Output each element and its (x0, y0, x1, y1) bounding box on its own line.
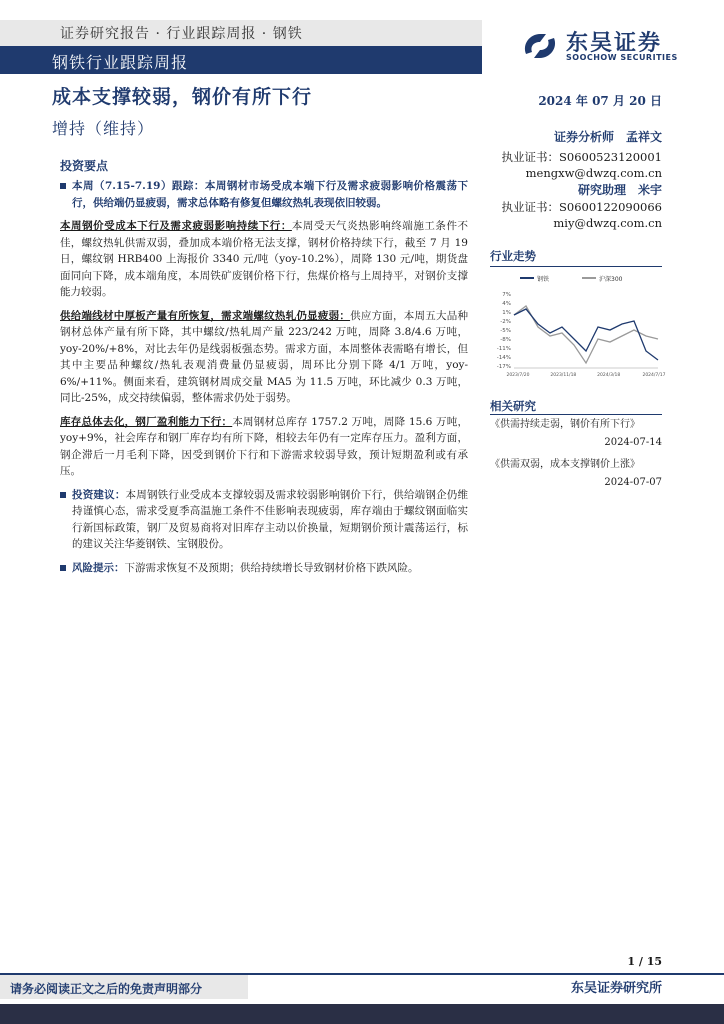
paragraph-supply-heading: 供给端线材中厚板产量有所恢复，需求端螺纹热轧仍显疲弱： (60, 309, 351, 322)
section-title: 投资要点 (60, 159, 109, 173)
risk-paragraph (60, 560, 468, 577)
paragraph-inventory-heading: 库存总体去化，钢厂盈利能力下行： (60, 415, 233, 428)
analyst-1-role: 证券分析师 孟祥文 (553, 130, 662, 144)
related-item-date: 2024-07-07 (604, 477, 662, 488)
report-date: 2024 年 07 月 20 日 (538, 94, 662, 108)
advice-text: 本周钢铁行业受成本支撑较弱及需求较弱影响钢价下行，供给端钢企仍维持谨慎心态，需求受夏季高温施工条件不佳影响表现疲弱，库存端由于螺纹钢面临实行新国标政策，钢厂及贸易商将对旧库存主动以价换量，短期钢价预计震荡运行，标的建议关注华菱钢铁、宝钢股份。 (72, 488, 469, 550)
institute-name: 东吴证券研究所 (570, 981, 662, 996)
advice-paragraph (60, 487, 468, 553)
paragraph-inventory (60, 414, 468, 480)
report-title: 成本支撑较弱，钢价有所下行 (52, 86, 313, 108)
trend-chart (484, 270, 666, 382)
rating: 增持（维持） (52, 119, 155, 138)
x-tick-label: 2023/7/20 (506, 373, 530, 378)
x-tick-label: 2024/7/17 (642, 373, 666, 378)
steel-series-line (514, 309, 658, 360)
related-item-title[interactable]: 《供需双弱，成本支撑钢价上涨》 (490, 459, 640, 470)
main-body (60, 178, 468, 583)
trend-divider (490, 266, 662, 267)
lead-text: 本周钢材市场受成本端下行及需求疲弱影响价格震荡下行，供给端仍显疲弱，需求总体略有修复但螺纹热轧表现依旧较弱。 (72, 180, 468, 209)
y-tick-label: -2% (500, 319, 511, 325)
y-tick-label: -14% (496, 355, 511, 361)
page-number: 1 / 15 (627, 955, 662, 968)
report-category-bar (0, 20, 482, 46)
disclaimer-bar (0, 975, 248, 999)
analyst-2-role: 研究助理 米宇 (577, 183, 662, 197)
x-tick-label: 2023/11/18 (550, 373, 577, 378)
paragraph-price-text: 本周受天气炎热影响终端施工条件不佳，螺纹热轧供需双弱，叠加成本端价格无法支撑，钢材价格持续下行，截至 7 月 19 日，螺纹钢 HRB400 上海报价 3340 元/吨（yoy-10.2%），周降 130 元/吨，期货盘面同向下降，成本端角度，本周铁矿废钢价格下行，焦煤价格与上周持平，对钢价支撑能力较弱。 (60, 220, 468, 298)
x-tick-label: 2024/3/18 (597, 373, 621, 378)
related-item-date: 2024-07-14 (604, 437, 662, 448)
risk-label: 风险提示： (72, 561, 125, 574)
logo-subtext: SOOCHOW SECURITIES (566, 53, 678, 62)
y-tick-label: 4% (502, 301, 511, 307)
y-tick-label: -8% (500, 337, 511, 343)
y-tick-label: -5% (500, 328, 511, 334)
analyst-1-email: mengxw@dwzq.com.cn (525, 166, 662, 180)
related-heading: 相关研究 (490, 399, 536, 413)
related-divider (490, 414, 662, 415)
disclaimer-text: 请务必阅读正文之后的免责声明部分 (10, 982, 203, 996)
report-type: 钢铁行业跟踪周报 (52, 53, 189, 72)
trend-heading: 行业走势 (490, 249, 536, 263)
analyst-2-cert: 执业证书：S0600122090066 (501, 200, 662, 214)
soochow-logo-icon (520, 28, 560, 64)
related-item-title[interactable]: 《供需持续走弱，钢价有所下行》 (490, 419, 640, 430)
risk-text: 下游需求恢复不及预期；供给持续增长导致钢材价格下跌风险。 (124, 561, 419, 574)
legend-hs300-label: 沪深300 (599, 276, 623, 283)
y-tick-label: -17% (496, 364, 511, 370)
paragraph-supply-text: 供应方面，本周五大品种钢材总体产量有所下降，其中螺纹/热轧周产量 223/242 万吨，周降 3.8/4.6 万吨，yoy-20%/+8%，对比去年仍是线弱板强态势。需求方面，本周整体表需略有增长，但其中主要品种螺纹/热轧表观消费量仍显疲弱，周环比分别下降 4/1 万吨，yoy-6%/+11%。侧面来看，建筑钢材周成交量 MA5 为 11.5 万吨，环比减少 0.3 万吨，同比-25%，成交持续偏弱，整体需求仍处于弱势。 (60, 309, 469, 404)
legend-steel-label: 钢铁 (537, 276, 550, 283)
hs300-series-line (514, 306, 658, 363)
paragraph-supply (60, 308, 468, 407)
analyst-1-cert: 执业证书：S0600523120001 (501, 150, 662, 164)
report-category: 证券研究报告 · 行业跟踪周报 · 钢铁 (60, 26, 303, 42)
paragraph-price (60, 218, 468, 301)
advice-label: 投资建议： (72, 488, 126, 501)
y-tick-label: -11% (496, 346, 511, 352)
lead-paragraph (60, 178, 468, 211)
paragraph-inventory-text: 本周钢材总库存 1757.2 万吨，周降 15.6 万吨，yoy+9%，社会库存和钢厂库存均有所下降，相较去年仍有一定库存压力。盈利方面，钢企滞后一月毛利下降，因受到钢价下行和下游需求较弱导致，预计短期盈利或有承压。 (60, 415, 468, 477)
report-type-bar (0, 46, 482, 74)
analyst-2-email: miy@dwzq.com.cn (553, 216, 662, 230)
paragraph-price-heading: 本周钢价受成本下行及需求疲弱影响持续下行： (60, 220, 292, 232)
lead-label: 本周（7.15-7.19）跟踪： (72, 180, 205, 192)
y-tick-label: 1% (502, 310, 511, 316)
y-tick-label: 7% (502, 292, 511, 298)
logo-text: 东吴证券 (566, 30, 663, 56)
footer-band (0, 1004, 724, 1024)
